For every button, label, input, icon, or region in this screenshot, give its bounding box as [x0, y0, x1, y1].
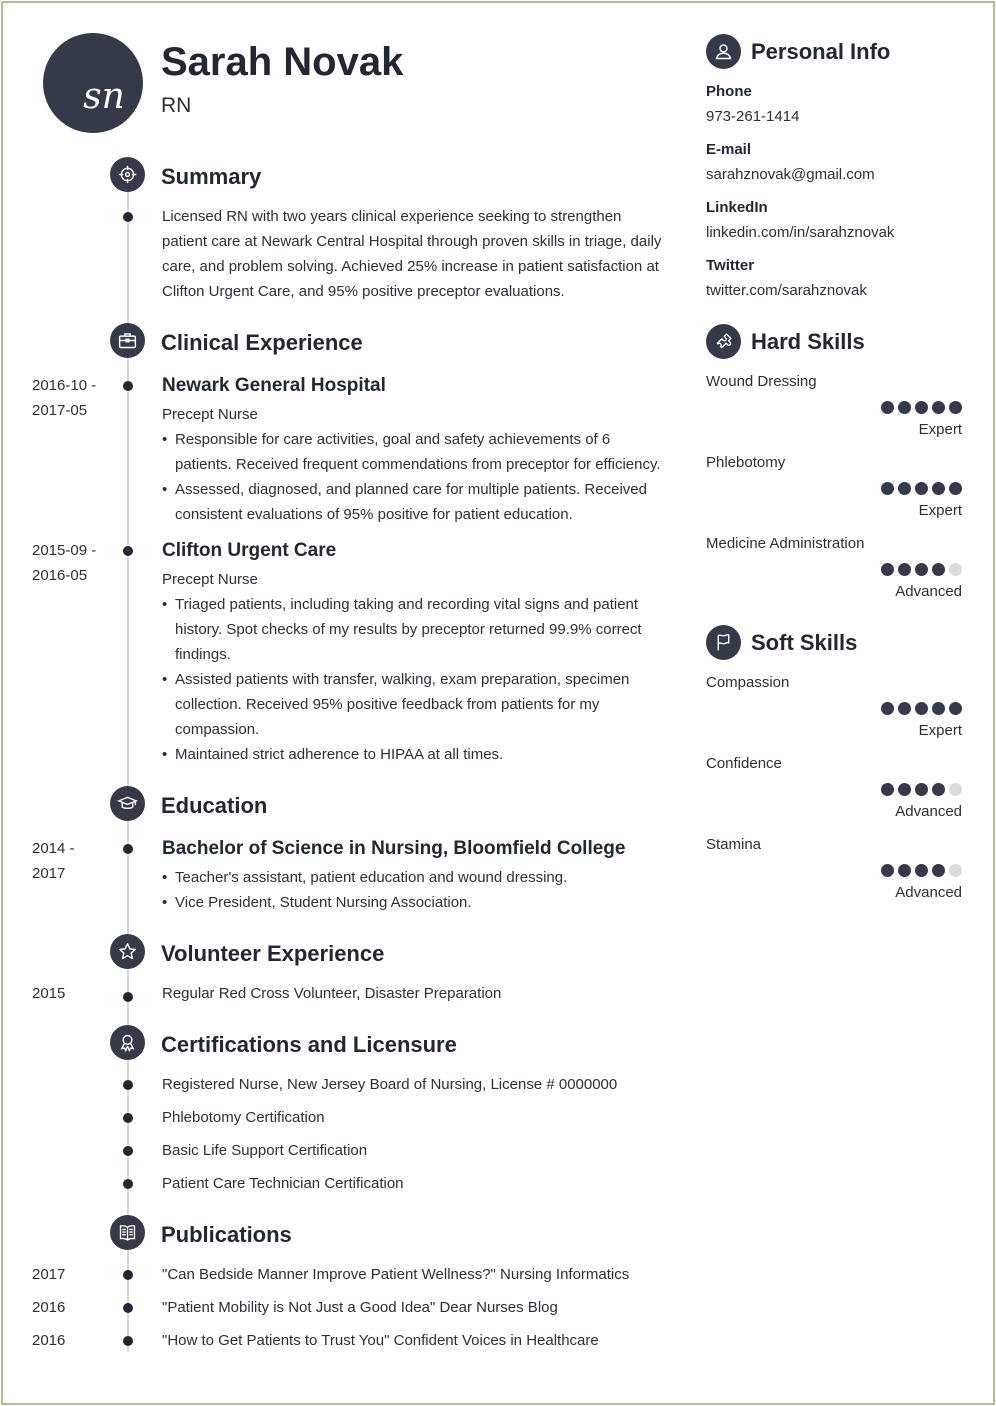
publication-year: 2016 [32, 1299, 66, 1316]
experience-title: Clinical Experience [161, 330, 363, 355]
rating-dot-filled [932, 702, 945, 715]
publication-title: "How to Get Patients to Trust You" Confident Voices in Healthcare [162, 1332, 599, 1349]
education-bullets [162, 865, 667, 915]
email-value[interactable]: sarahznovak@gmail.com [706, 166, 875, 183]
rating-dot-filled [881, 401, 894, 414]
list-item: • Maintained strict adherence to HIPAA at all times. [162, 742, 667, 767]
skill-name: Phlebotomy [706, 454, 786, 471]
job-position: Precept Nurse [162, 571, 258, 588]
rating-dot-filled [898, 401, 911, 414]
volunteer-text: Regular Red Cross Volunteer, Disaster Preparation [162, 985, 502, 1002]
rating-dot-filled [932, 563, 945, 576]
education-date [32, 836, 112, 886]
rating-dot-filled [949, 401, 962, 414]
job-employer: Newark General Hospital [162, 375, 386, 396]
job-bullets [162, 592, 667, 767]
star-icon [110, 934, 145, 969]
candidate-name: Sarah Novak [161, 40, 404, 84]
twitter-value[interactable]: twitter.com/sarahznovak [706, 282, 867, 299]
phone-value[interactable]: 973-261-1414 [706, 108, 800, 125]
job-position: Precept Nurse [162, 406, 258, 423]
twitter-label: Twitter [706, 257, 755, 274]
timeline-dot [123, 1080, 133, 1090]
job-date [32, 373, 112, 423]
certifications-title: Certifications and Licensure [161, 1032, 457, 1057]
skill-level: Advanced [895, 884, 962, 901]
open-book-icon [110, 1215, 145, 1250]
timeline-dot [123, 1336, 133, 1346]
education-date-end: 2017 [32, 865, 66, 882]
rating-dot-filled [949, 482, 962, 495]
rating-dot-empty [949, 783, 962, 796]
rating-dot-filled [932, 864, 945, 877]
rating-dot-filled [881, 864, 894, 877]
list-item: • Assessed, diagnosed, and planned care for multiple patients. Received consistent evaluations of 95% positive for patient education. [162, 477, 667, 527]
education-date-start: 2014 - [32, 840, 75, 857]
job-date [32, 538, 112, 588]
rating-dot-filled [932, 783, 945, 796]
education-degree: Bachelor of Science in Nursing, Bloomfield College [162, 838, 626, 859]
publication-year: 2016 [32, 1332, 66, 1349]
graduation-cap-icon [110, 786, 145, 821]
volunteer-date: 2015 [32, 985, 66, 1002]
phone-label: Phone [706, 83, 752, 100]
linkedin-value[interactable]: linkedin.com/in/sarahznovak [706, 224, 895, 241]
skill-name: Stamina [706, 836, 762, 853]
publications-title: Publications [161, 1222, 292, 1247]
personal-info-title: Personal Info [751, 39, 891, 64]
candidate-role: RN [161, 94, 192, 117]
summary-title: Summary [161, 164, 262, 189]
rating-dot-filled [949, 702, 962, 715]
timeline-dot [123, 1146, 133, 1156]
target-icon [110, 157, 145, 192]
award-ribbon-icon [110, 1025, 145, 1060]
skill-level: Advanced [895, 583, 962, 600]
briefcase-icon [110, 323, 145, 358]
education-title: Education [161, 793, 268, 818]
rating-dot-empty [949, 864, 962, 877]
publication-title: "Can Bedside Manner Improve Patient Wellness?" Nursing Informatics [162, 1266, 630, 1283]
skill-level: Expert [918, 502, 962, 519]
hard-skills-title: Hard Skills [751, 329, 865, 354]
user-icon [706, 34, 741, 69]
job-date-end: 2017-05 [32, 402, 88, 419]
skill-level: Advanced [895, 803, 962, 820]
certification-item: Patient Care Technician Certification [162, 1175, 404, 1192]
skill-name: Compassion [706, 674, 790, 691]
skill-rating [881, 401, 962, 414]
rating-dot-filled [915, 482, 928, 495]
skill-level: Expert [918, 421, 962, 438]
volunteer-title: Volunteer Experience [161, 941, 385, 966]
soft-skills-title: Soft Skills [751, 630, 858, 655]
rating-dot-filled [898, 702, 911, 715]
certification-item: Basic Life Support Certification [162, 1142, 368, 1159]
rating-dot-filled [915, 783, 928, 796]
rating-dot-filled [915, 702, 928, 715]
timeline-dot [123, 381, 133, 391]
skill-level: Expert [918, 722, 962, 739]
job-bullets [162, 427, 667, 527]
rating-dot-filled [898, 482, 911, 495]
rating-dot-filled [898, 563, 911, 576]
certification-item: Phlebotomy Certification [162, 1109, 325, 1126]
skill-rating [881, 783, 962, 796]
rating-dot-filled [898, 864, 911, 877]
rating-dot-filled [881, 702, 894, 715]
timeline-dot [123, 844, 133, 854]
timeline-dot [123, 1303, 133, 1313]
rating-dot-filled [915, 563, 928, 576]
timeline-dot [123, 1179, 133, 1189]
rating-dot-filled [881, 783, 894, 796]
skill-name: Confidence [706, 755, 782, 772]
timeline-dot [123, 1270, 133, 1280]
avatar [43, 33, 143, 133]
certification-item: Registered Nurse, New Jersey Board of Nursing, License # 0000000 [162, 1076, 618, 1093]
rating-dot-filled [915, 401, 928, 414]
skill-rating [881, 864, 962, 877]
publication-title: "Patient Mobility is Not Just a Good Idea" Dear Nurses Blog [162, 1299, 558, 1316]
linkedin-label: LinkedIn [706, 199, 768, 216]
summary-text: Licensed RN with two years clinical experience seeking to strengthen patient care at Newark Central Hospital through proven skills in triage, daily care, and problem solving. Achieved 25% increase in patient satisfaction at Clifton Urgent Care, and 95% positive preceptor evaluations. [162, 208, 662, 300]
timeline-dot [123, 212, 133, 222]
skill-name: Medicine Administration [706, 535, 865, 552]
publication-year: 2017 [32, 1266, 66, 1283]
job-date-start: 2016-10 - [32, 377, 97, 394]
list-item: • Teacher's assistant, patient education and wound dressing. [162, 865, 667, 890]
timeline-dot [123, 992, 133, 1002]
timeline-dot [123, 546, 133, 556]
job-date-end: 2016-05 [32, 567, 88, 584]
rating-dot-filled [932, 482, 945, 495]
timeline-dot [123, 1113, 133, 1123]
skill-rating [881, 702, 962, 715]
job-employer: Clifton Urgent Care [162, 540, 337, 561]
rating-dot-filled [881, 482, 894, 495]
email-label: E-mail [706, 141, 752, 158]
list-item: • Triaged patients, including taking and recording vital signs and patient history. Spot checks of my results by preceptor returned 99.9% correct findings. [162, 592, 667, 667]
list-item: • Assisted patients with transfer, walking, exam preparation, specimen collection. Received 95% positive feedback from patients for my compassion. [162, 667, 667, 742]
rating-dot-filled [915, 864, 928, 877]
flag-icon [706, 625, 741, 660]
rating-dot-filled [881, 563, 894, 576]
skill-rating [881, 563, 962, 576]
rating-dot-filled [932, 401, 945, 414]
skill-rating [881, 482, 962, 495]
job-date-start: 2015-09 - [32, 542, 97, 559]
rating-dot-empty [949, 563, 962, 576]
skill-name: Wound Dressing [706, 373, 817, 390]
avatar-initials: sn [83, 76, 125, 117]
rating-dot-filled [898, 783, 911, 796]
list-item: • Responsible for care activities, goal and safety achievements of 6 patients. Received frequent commendations from preceptor for efficiency. [162, 427, 667, 477]
puzzle-icon [706, 324, 741, 359]
list-item: • Vice President, Student Nursing Association. [162, 890, 667, 915]
